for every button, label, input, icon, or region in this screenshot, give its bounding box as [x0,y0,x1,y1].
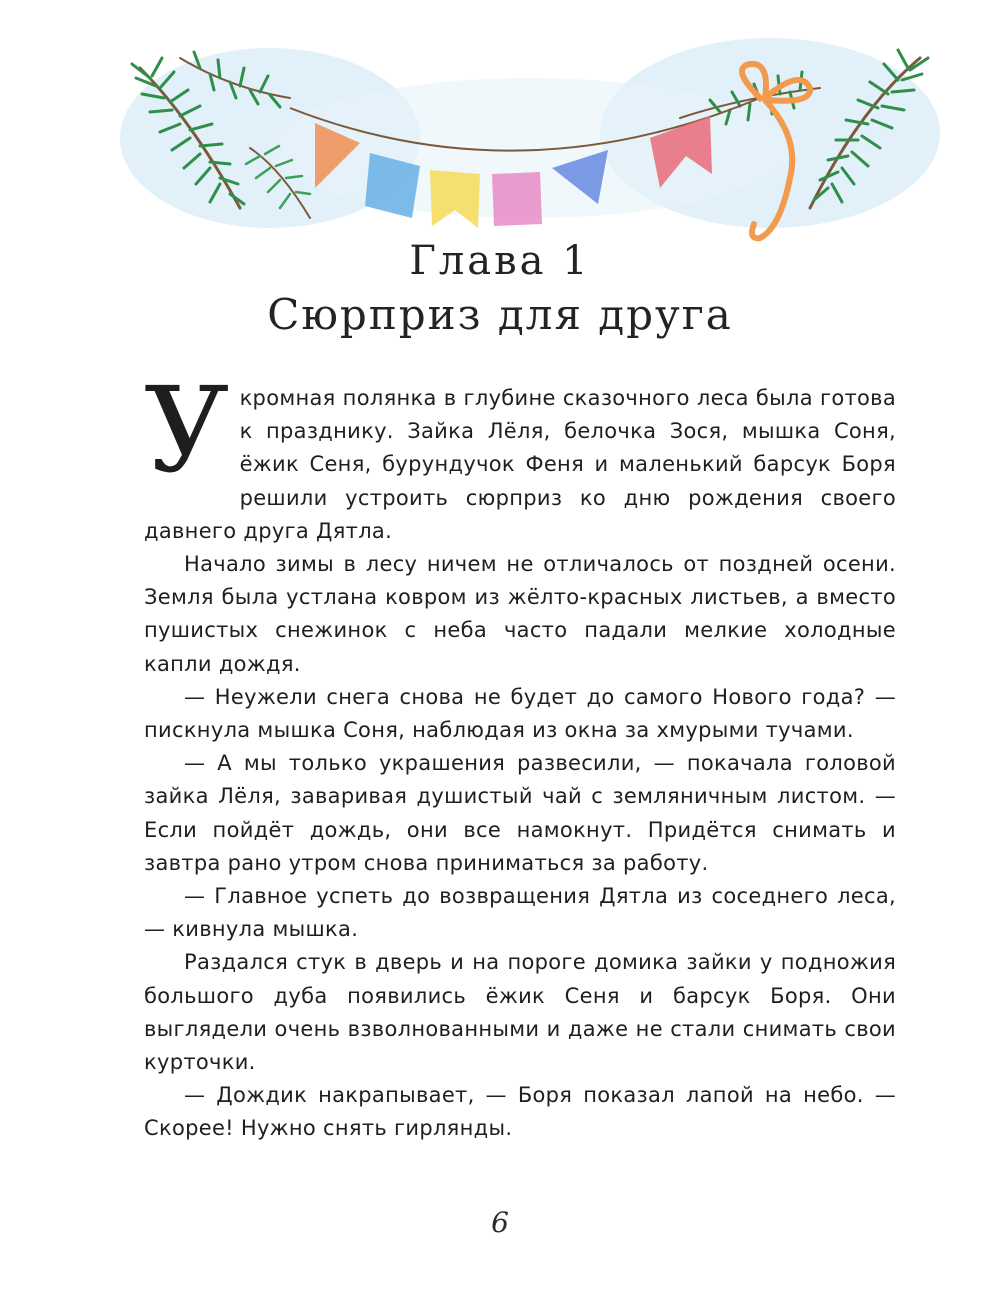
paragraph: — Главное успеть до возвращения Дятла из соседнего леса, — кивнула мышка. [144,884,896,942]
garland-illustration [120,28,940,268]
paragraph: — Неужели снега снова не будет до самого Нового года? — пискнула мышка Соня, наблюдая из окна за хмурыми тучами. [144,684,896,743]
chapter-title: Сюрприз для друга [267,290,733,339]
paragraph: Начало зимы в лесу ничем не отличалось от поздней осени. Земля была устлана ковром из жёлто-красных листьев, а вместо пушистых снежинок с неба часто падали мелкие холодные капли дождя. [144,552,896,676]
chapter-number: Глава 1 [409,238,591,284]
paragraph: Раздался стук в дверь и на пороге домика зайки у подножия большого дуба появились ёжик Сеня и барсук Боря. Они выглядели очень взволнованными и даже не стали снимать свои курточки. [144,950,896,1075]
flag-pink [492,172,542,226]
chapter-text [144,361,896,1146]
drop-cap: У [144,361,230,499]
flag-yellow [430,170,480,228]
paragraph: — Дождик накрапывает, — Боря показал лапой на небо. — Скорее! Нужно снять гирлянды. [144,1083,896,1141]
paragraph-text: кромная полянка в глубине сказочного леса была готова к празднику. Зайка Лёля, белочка Зося, мышка Соня, ёжик Сеня, бурундучок Феня и маленький барсук Боря решили устроить сюрприз ко дню рождения своего давнего друга Дятла. [144,386,896,543]
page-number: 6 [491,1206,509,1239]
paragraph: — А мы только украшения развесили, — покачала головой зайка Лёля, заваривая душистый чай с земляничным листом. — Если пойдёт дождь, они все намокнут. Придётся снимать и завтра рано утром снова приниматься за работу. [144,751,896,875]
paragraph [144,361,896,548]
